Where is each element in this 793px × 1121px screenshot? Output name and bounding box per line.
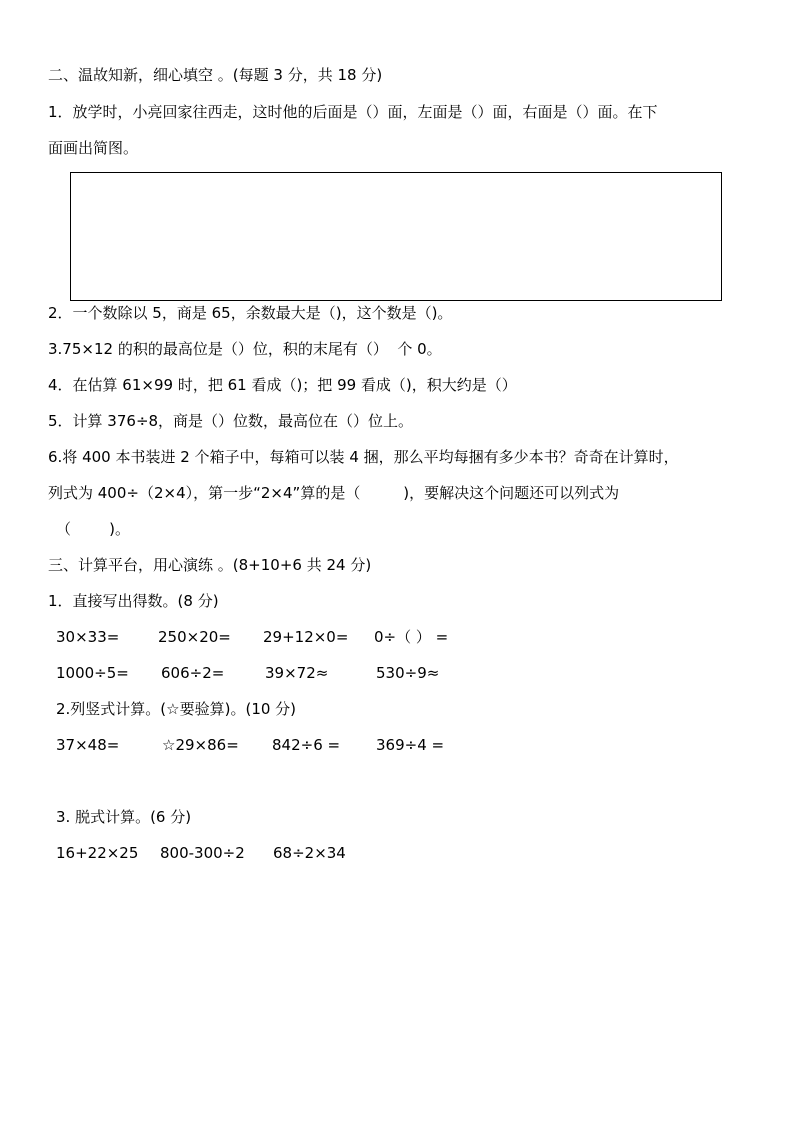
sketch-drawing-box[interactable] <box>70 172 722 301</box>
part-1-title: 1．直接写出得数。(8 分) <box>48 592 219 610</box>
section-2-heading: 二、温故知新，细心填空 。(每题 3 分，共 18 分) <box>48 66 383 84</box>
question-4: 4．在估算 61×99 时，把 61 看成（)；把 99 看成（)，积大约是（） <box>48 376 517 394</box>
question-6-line-1: 6.将 400 本书装进 2 个箱子中，每箱可以装 4 捆，那么平均每捆有多少本书？奇奇在计算时， <box>48 448 679 466</box>
vertical-calc-item: 842÷6 = <box>272 736 341 754</box>
oral-calc-item: 1000÷5= <box>56 664 129 682</box>
oral-calc-item: 250×20= <box>158 628 231 646</box>
part-2-title: 2.列竖式计算。(☆要验算)。(10 分) <box>56 700 297 718</box>
oral-calc-item: 29+12×0= <box>263 628 349 646</box>
oral-calc-item: 30×33= <box>56 628 120 646</box>
question-2: 2．一个数除以 5，商是 65，余数最大是（)，这个数是（)。 <box>48 304 453 322</box>
vertical-calc-item: 37×48= <box>56 736 120 754</box>
oral-calc-item: 530÷9≈ <box>376 664 440 682</box>
stepwise-calc-item: 68÷2×34 <box>273 844 346 862</box>
part-3-title: 3. 脱式计算。(6 分) <box>56 808 192 826</box>
oral-calc-item: 0÷（ ） = <box>374 628 449 646</box>
question-1-line-2: 面画出简图。 <box>48 139 139 157</box>
question-6-line-3: （ )。 <box>56 520 130 538</box>
question-3: 3.75×12 的积的最高位是（）位，积的末尾有（） 个 0。 <box>48 340 442 358</box>
question-6-line-2: 列式为 400÷（2×4），第一步“2×4”算的是（ )，要解决这个问题还可以列式为 <box>48 484 620 502</box>
vertical-calc-item: 369÷4 = <box>376 736 445 754</box>
oral-calc-item: 606÷2= <box>161 664 225 682</box>
stepwise-calc-item: 16+22×25 <box>56 844 139 862</box>
question-1-line-1: 1．放学时，小亮回家往西走，这时他的后面是（）面，左面是（）面，右面是（）面。在下 <box>48 103 658 121</box>
question-5: 5．计算 376÷8，商是（）位数，最高位在（）位上。 <box>48 412 414 430</box>
stepwise-calc-item: 800-300÷2 <box>160 844 245 862</box>
vertical-calc-item: ☆29×86= <box>162 736 239 754</box>
section-3-heading: 三、计算平台，用心演练 。(8+10+6 共 24 分) <box>48 556 372 574</box>
oral-calc-item: 39×72≈ <box>265 664 329 682</box>
